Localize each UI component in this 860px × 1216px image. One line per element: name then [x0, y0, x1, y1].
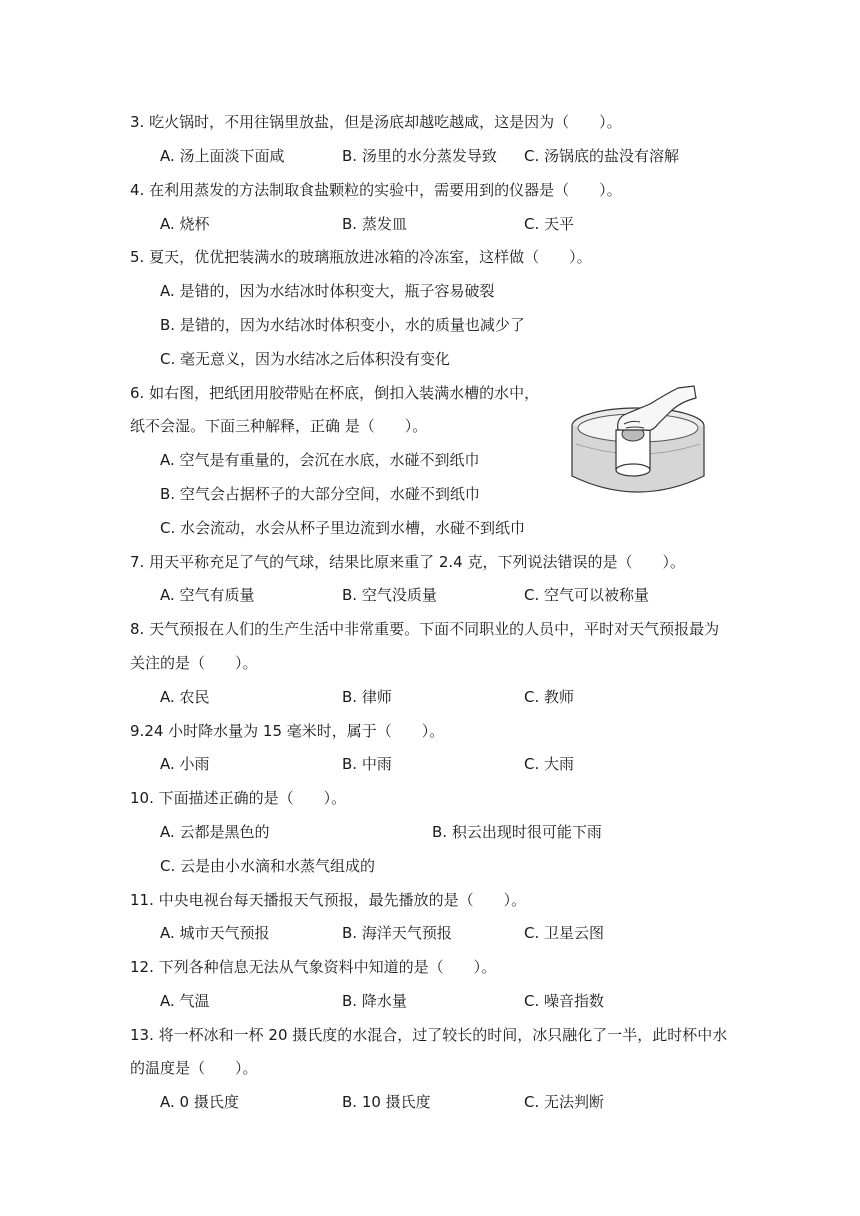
q10-option-a[interactable]: A. 云都是黑色的	[160, 823, 270, 841]
q3-option-c[interactable]: C. 汤锅底的盐没有溶解	[524, 147, 680, 165]
question-6: 6. 如右图，把纸团用胶带贴在杯底，倒扣入装满水槽的水中，	[130, 384, 540, 402]
q4-option-c[interactable]: C. 天平	[524, 215, 575, 233]
q10-option-c[interactable]: C. 云是由小水滴和水蒸气组成的	[160, 857, 376, 875]
q8-option-a[interactable]: A. 农民	[160, 688, 210, 706]
cup-in-water-illustration	[566, 384, 712, 500]
question-11: 11. 中央电视台每天播报天气预报，最先播放的是（ ）。	[130, 891, 527, 909]
q3-option-a[interactable]: A. 汤上面淡下面咸	[160, 147, 285, 165]
question-12: 12. 下列各种信息无法从气象资料中知道的是（ ）。	[130, 958, 497, 976]
q13-option-a[interactable]: A. 0 摄氏度	[160, 1093, 239, 1111]
q13-option-c[interactable]: C. 无法判断	[524, 1093, 605, 1111]
question-8: 8. 天气预报在人们的生产生活中非常重要。下面不同职业的人员中，平时对天气预报最为	[130, 620, 720, 638]
q7-option-a[interactable]: A. 空气有质量	[160, 586, 255, 604]
question-9: 9.24 小时降水量为 15 毫米时，属于（ ）。	[130, 722, 445, 740]
question-13-line2: 的温度是（ ）。	[130, 1059, 258, 1077]
q9-option-a[interactable]: A. 小雨	[160, 755, 210, 773]
q11-option-b[interactable]: B. 海洋天气预报	[342, 924, 452, 942]
q8-option-c[interactable]: C. 教师	[524, 688, 575, 706]
q12-option-a[interactable]: A. 气温	[160, 992, 210, 1010]
q5-option-a[interactable]: A. 是错的，因为水结冰时体积变大，瓶子容易破裂	[160, 282, 495, 300]
q9-option-b[interactable]: B. 中雨	[342, 755, 392, 773]
q13-option-b[interactable]: B. 10 摄氏度	[342, 1093, 431, 1111]
question-5: 5. 夏天，优优把装满水的玻璃瓶放进冰箱的冷冻室，这样做（ ）。	[130, 248, 592, 266]
q6-option-b[interactable]: B. 空气会占据杯子的大部分空间，水碰不到纸巾	[160, 485, 480, 503]
q11-option-c[interactable]: C. 卫星云图	[524, 924, 605, 942]
q11-option-a[interactable]: A. 城市天气预报	[160, 924, 270, 942]
question-6-line2: 纸不会湿。下面三种解释，正确 是（ ）。	[130, 417, 428, 435]
question-13: 13. 将一杯冰和一杯 20 摄氏度的水混合，过了较长的时间，冰只融化了一半，此时杯中水	[130, 1026, 728, 1044]
q6-option-c[interactable]: C. 水会流动，水会从杯子里边流到水槽，水碰不到纸巾	[160, 519, 526, 537]
q8-option-b[interactable]: B. 律师	[342, 688, 392, 706]
q7-option-b[interactable]: B. 空气没质量	[342, 586, 437, 604]
q4-option-b[interactable]: B. 蒸发皿	[342, 215, 407, 233]
q12-option-c[interactable]: C. 噪音指数	[524, 992, 605, 1010]
q4-option-a[interactable]: A. 烧杯	[160, 215, 210, 233]
question-4: 4. 在利用蒸发的方法制取食盐颗粒的实验中，需要用到的仪器是（ ）。	[130, 181, 622, 199]
q5-option-c[interactable]: C. 毫无意义，因为水结冰之后体积没有变化	[160, 350, 451, 368]
question-8-line2: 关注的是（ ）。	[130, 654, 258, 672]
q10-option-b[interactable]: B. 积云出现时很可能下雨	[432, 823, 602, 841]
q3-option-b[interactable]: B. 汤里的水分蒸发导致	[342, 147, 497, 165]
q12-option-b[interactable]: B. 降水量	[342, 992, 407, 1010]
q5-option-b[interactable]: B. 是错的，因为水结冰时体积变小，水的质量也减少了	[160, 316, 525, 334]
q9-option-c[interactable]: C. 大雨	[524, 755, 575, 773]
question-10: 10. 下面描述正确的是（ ）。	[130, 789, 347, 807]
question-3: 3. 吃火锅时，不用往锅里放盐，但是汤底却越吃越咸，这是因为（ ）。	[130, 113, 622, 131]
q7-option-c[interactable]: C. 空气可以被称量	[524, 586, 650, 604]
question-7: 7. 用天平称充足了气的气球，结果比原来重了 2.4 克，下列说法错误的是（ ）。	[130, 553, 685, 571]
q6-option-a[interactable]: A. 空气是有重量的，会沉在水底，水碰不到纸巾	[160, 451, 480, 469]
